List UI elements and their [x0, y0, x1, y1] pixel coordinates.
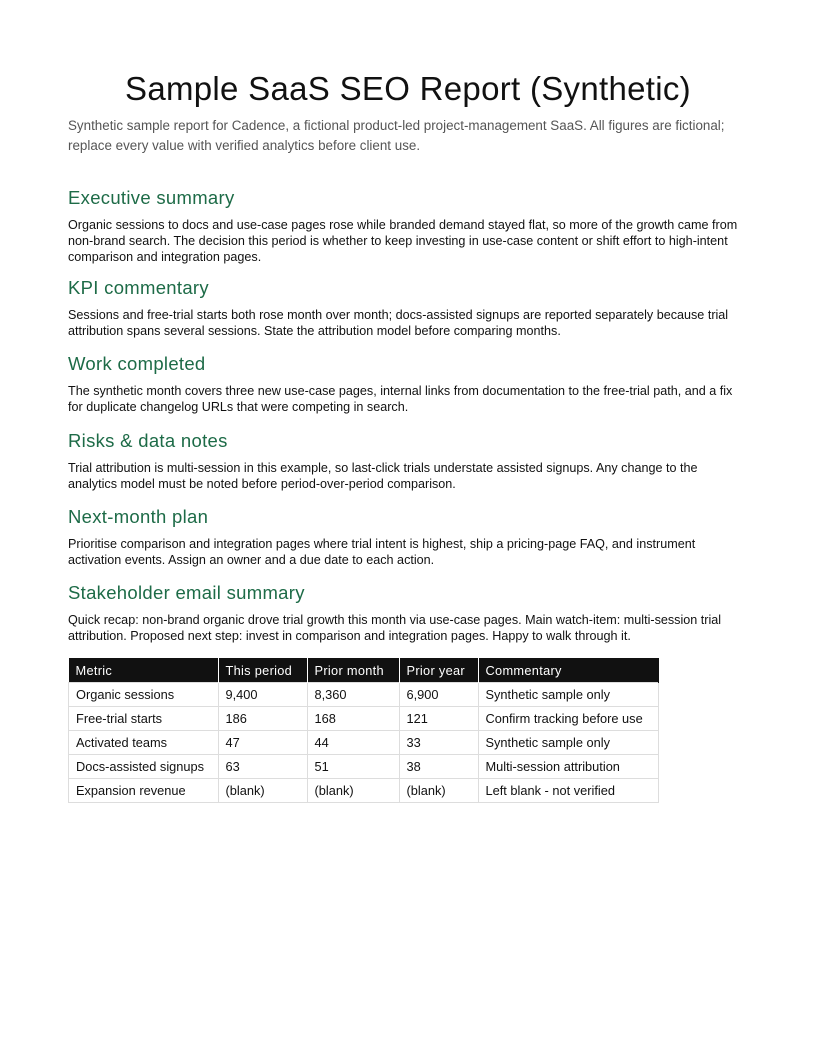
section-body: The synthetic month covers three new use-case pages, internal links from documentation to the free-trial path, and a fix for duplicate changelog URLs that were competing in search.	[68, 384, 733, 414]
kpi-table	[68, 658, 659, 803]
column-header-prior-year: Prior year	[399, 658, 478, 683]
table-cell: 121	[399, 707, 478, 731]
table-cell: 63	[218, 755, 307, 779]
column-header-metric: Metric	[69, 658, 219, 683]
section-stakeholder-email-summary	[68, 581, 748, 644]
table-cell: 9,400	[218, 683, 307, 707]
table-cell: Multi-session attribution	[478, 755, 658, 779]
section-heading: Stakeholder email summary	[68, 582, 305, 603]
report-subtitle: Synthetic sample report for Cadence, a fictional product-led project-management SaaS. All figures are fictional; replace every value with verified analytics before client use.	[68, 118, 725, 153]
section-body: Quick recap: non-brand organic drove trial growth this month via use-case pages. Main watch-item: multi-session trial attribution. Proposed next step: invest in comparison and integration pages. Happy to walk through it.	[68, 613, 722, 643]
column-header-this-period: This period	[218, 658, 307, 683]
table-cell: (blank)	[399, 779, 478, 803]
section-kpi-commentary	[68, 276, 748, 339]
table-row	[69, 707, 659, 731]
section-heading: Work completed	[68, 353, 206, 374]
table-row	[69, 731, 659, 755]
table-row	[69, 683, 659, 707]
table-cell: 51	[307, 755, 399, 779]
table-cell: Expansion revenue	[69, 779, 219, 803]
table-header-row	[69, 658, 659, 683]
table-cell: Organic sessions	[69, 683, 219, 707]
section-body: Sessions and free-trial starts both rose month over month; docs-assisted signups are reported separately because trial attribution spans several sessions. State the attribution model before comparing months.	[68, 308, 729, 338]
section-next-month-plan	[68, 505, 748, 568]
section-risks-data-notes	[68, 429, 748, 492]
section-heading: KPI commentary	[68, 277, 209, 298]
table-cell: Left blank - not verified	[478, 779, 658, 803]
table-cell: Activated teams	[69, 731, 219, 755]
table-cell: 33	[399, 731, 478, 755]
table-cell: 38	[399, 755, 478, 779]
table-cell: 6,900	[399, 683, 478, 707]
table-cell: (blank)	[307, 779, 399, 803]
table-row	[69, 755, 659, 779]
table-row	[69, 779, 659, 803]
table-cell: 186	[218, 707, 307, 731]
section-body: Prioritise comparison and integration pages where trial intent is highest, ship a pricing-page FAQ, and instrument activation events. Assign an owner and a due date to each action.	[68, 537, 696, 567]
table-cell: Synthetic sample only	[478, 683, 658, 707]
column-header-commentary: Commentary	[478, 658, 658, 683]
section-work-completed	[68, 352, 748, 415]
table-cell: (blank)	[218, 779, 307, 803]
section-executive-summary	[68, 186, 748, 265]
table-cell: 8,360	[307, 683, 399, 707]
table-cell: Confirm tracking before use	[478, 707, 658, 731]
section-heading: Executive summary	[68, 187, 235, 208]
table-cell: 47	[218, 731, 307, 755]
section-body: Trial attribution is multi-session in this example, so last-click trials understate assisted signups. Any change to the analytics model must be noted before period-over-period comparison.	[68, 461, 698, 491]
table-cell: 168	[307, 707, 399, 731]
table-cell: 44	[307, 731, 399, 755]
section-body: Organic sessions to docs and use-case pages rose while branded demand stayed flat, so more of the growth came from non-brand search. The decision this period is whether to keep investing in use-case content or shift effort to high-intent comparison and integration pages.	[68, 218, 738, 264]
report-title: Sample SaaS SEO Report (Synthetic)	[125, 70, 691, 107]
column-header-prior-month: Prior month	[307, 658, 399, 683]
section-heading: Next-month plan	[68, 506, 209, 527]
table-cell: Docs-assisted signups	[69, 755, 219, 779]
section-heading: Risks & data notes	[68, 430, 228, 451]
table-cell: Free-trial starts	[69, 707, 219, 731]
table-cell: Synthetic sample only	[478, 731, 658, 755]
